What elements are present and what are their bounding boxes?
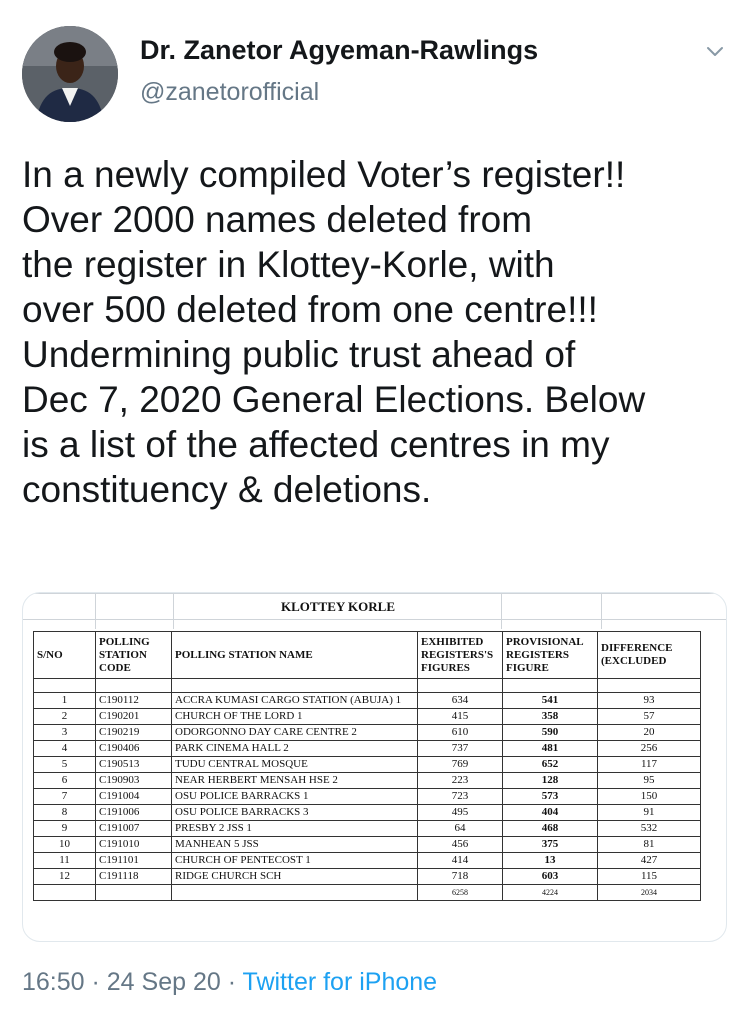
cell-exhibited: 634 <box>418 693 503 709</box>
cell-provisional: 13 <box>503 853 598 869</box>
cell-name: PRESBY 2 JSS 1 <box>172 821 418 837</box>
cell-difference: 20 <box>598 725 701 741</box>
cell-provisional: 375 <box>503 837 598 853</box>
cell-name: RIDGE CHURCH SCH <box>172 869 418 885</box>
sheet-gridline <box>601 593 602 629</box>
sheet-gridline <box>23 619 726 620</box>
tweet-media-image[interactable] <box>22 592 727 942</box>
meta-separator: · <box>84 968 107 996</box>
cell-difference: 91 <box>598 805 701 821</box>
cell-name: OSU POLICE BARRACKS 1 <box>172 789 418 805</box>
cell-empty <box>34 885 96 901</box>
cell-sno: 2 <box>34 709 96 725</box>
cell-sno: 5 <box>34 757 96 773</box>
cell-code: C190219 <box>96 725 172 741</box>
cell-exhibited: 223 <box>418 773 503 789</box>
total-provisional: 4224 <box>503 885 598 901</box>
tweet-source-link[interactable]: Twitter for iPhone <box>242 968 438 996</box>
cell-code: C190201 <box>96 709 172 725</box>
cell-name: NEAR HERBERT MENSAH HSE 2 <box>172 773 418 789</box>
cell-difference: 93 <box>598 693 701 709</box>
polling-station-table <box>33 631 701 901</box>
cell-provisional: 573 <box>503 789 598 805</box>
cell-difference: 57 <box>598 709 701 725</box>
table-header-row <box>34 632 701 679</box>
cell-provisional: 590 <box>503 725 598 741</box>
cell-sno: 9 <box>34 821 96 837</box>
header-name: POLLING STATION NAME <box>172 632 418 679</box>
cell-difference: 95 <box>598 773 701 789</box>
cell-sno: 12 <box>34 869 96 885</box>
table-row <box>34 725 701 741</box>
author-display-name[interactable]: Dr. Zanetor Agyeman-Rawlings <box>140 35 539 65</box>
table-row <box>34 709 701 725</box>
cell-exhibited: 495 <box>418 805 503 821</box>
cell-exhibited: 769 <box>418 757 503 773</box>
tweet-text: In a newly compiled Voter’s register!! Over 2000 names deleted from the register in Klottey-Korle, with over 500 deleted from one centre!!! Undermining public trust ahead of Dec 7, 2020 General Elections. Below is a list of the affected centres in my constituency & deletions. <box>22 154 646 510</box>
table-row <box>34 693 701 709</box>
profile-photo <box>22 26 118 122</box>
cell-exhibited: 610 <box>418 725 503 741</box>
cell-sno: 4 <box>34 741 96 757</box>
cell-sno: 10 <box>34 837 96 853</box>
header-difference: DIFFERENCE (EXCLUDED <box>598 632 701 679</box>
cell-exhibited: 415 <box>418 709 503 725</box>
cell-difference: 81 <box>598 837 701 853</box>
tweet-header <box>22 26 727 122</box>
cell-provisional: 358 <box>503 709 598 725</box>
cell-provisional: 603 <box>503 869 598 885</box>
header-sno: S/NO <box>34 632 96 679</box>
tweet-date[interactable]: 24 Sep 20 <box>106 968 221 996</box>
cell-name: MANHEAN 5 JSS <box>172 837 418 853</box>
meta-separator: · <box>220 968 243 996</box>
cell-name: PARK CINEMA HALL 2 <box>172 741 418 757</box>
cell-sno: 3 <box>34 725 96 741</box>
cell-code: C190903 <box>96 773 172 789</box>
total-difference: 2034 <box>598 885 701 901</box>
cell-empty <box>172 885 418 901</box>
cell-sno: 1 <box>34 693 96 709</box>
table-row <box>34 805 701 821</box>
cell-exhibited: 414 <box>418 853 503 869</box>
tweet-time[interactable]: 16:50 <box>22 968 85 996</box>
table-row <box>34 837 701 853</box>
cell-code: C190513 <box>96 757 172 773</box>
cell-provisional: 404 <box>503 805 598 821</box>
cell-code: C191006 <box>96 805 172 821</box>
sheet-gridline <box>23 593 726 594</box>
author-block <box>140 34 538 108</box>
table-spacer-row <box>34 679 701 693</box>
cell-difference: 532 <box>598 821 701 837</box>
cell-difference: 115 <box>598 869 701 885</box>
avatar[interactable] <box>22 26 118 122</box>
sheet-title: KLOTTEY KORLE <box>280 599 396 614</box>
cell-provisional: 481 <box>503 741 598 757</box>
table-totals-row <box>34 885 701 901</box>
header-provisional: PROVISIONAL REGISTERS FIGURE <box>503 632 598 679</box>
cell-code: C191101 <box>96 853 172 869</box>
sheet-gridline <box>95 593 96 629</box>
cell-exhibited: 723 <box>418 789 503 805</box>
table-row <box>34 869 701 885</box>
cell-exhibited: 737 <box>418 741 503 757</box>
cell-name: ODORGONNO DAY CARE CENTRE 2 <box>172 725 418 741</box>
header-exhibited: EXHIBITED REGISTERS'S FIGURES <box>418 632 503 679</box>
cell-sno: 6 <box>34 773 96 789</box>
cell-code: C191118 <box>96 869 172 885</box>
cell-difference: 150 <box>598 789 701 805</box>
cell-provisional: 652 <box>503 757 598 773</box>
cell-difference: 117 <box>598 757 701 773</box>
cell-exhibited: 456 <box>418 837 503 853</box>
cell-provisional: 468 <box>503 821 598 837</box>
cell-exhibited: 64 <box>418 821 503 837</box>
table-row <box>34 853 701 869</box>
header-code: POLLING STATION CODE <box>96 632 172 679</box>
cell-code: C190112 <box>96 693 172 709</box>
tweet-metadata <box>22 968 437 997</box>
cell-name: OSU POLICE BARRACKS 3 <box>172 805 418 821</box>
table-row <box>34 757 701 773</box>
author-handle[interactable]: @zanetorofficial <box>140 78 320 106</box>
table-row <box>34 789 701 805</box>
cell-code: C191010 <box>96 837 172 853</box>
cell-difference: 256 <box>598 741 701 757</box>
cell-provisional: 128 <box>503 773 598 789</box>
total-exhibited: 6258 <box>418 885 503 901</box>
table-row <box>34 741 701 757</box>
cell-empty <box>96 885 172 901</box>
cell-sno: 8 <box>34 805 96 821</box>
cell-code: C190406 <box>96 741 172 757</box>
cell-name: CHURCH OF PENTECOST 1 <box>172 853 418 869</box>
cell-sno: 7 <box>34 789 96 805</box>
cell-name: ACCRA KUMASI CARGO STATION (ABUJA) 1 <box>172 693 418 709</box>
cell-code: C191004 <box>96 789 172 805</box>
table-row <box>34 821 701 837</box>
cell-name: CHURCH OF THE LORD 1 <box>172 709 418 725</box>
chevron-down-icon[interactable] <box>703 40 727 64</box>
table-row <box>34 773 701 789</box>
cell-name: TUDU CENTRAL MOSQUE <box>172 757 418 773</box>
cell-sno: 11 <box>34 853 96 869</box>
cell-code: C191007 <box>96 821 172 837</box>
cell-exhibited: 718 <box>418 869 503 885</box>
cell-provisional: 541 <box>503 693 598 709</box>
cell-difference: 427 <box>598 853 701 869</box>
